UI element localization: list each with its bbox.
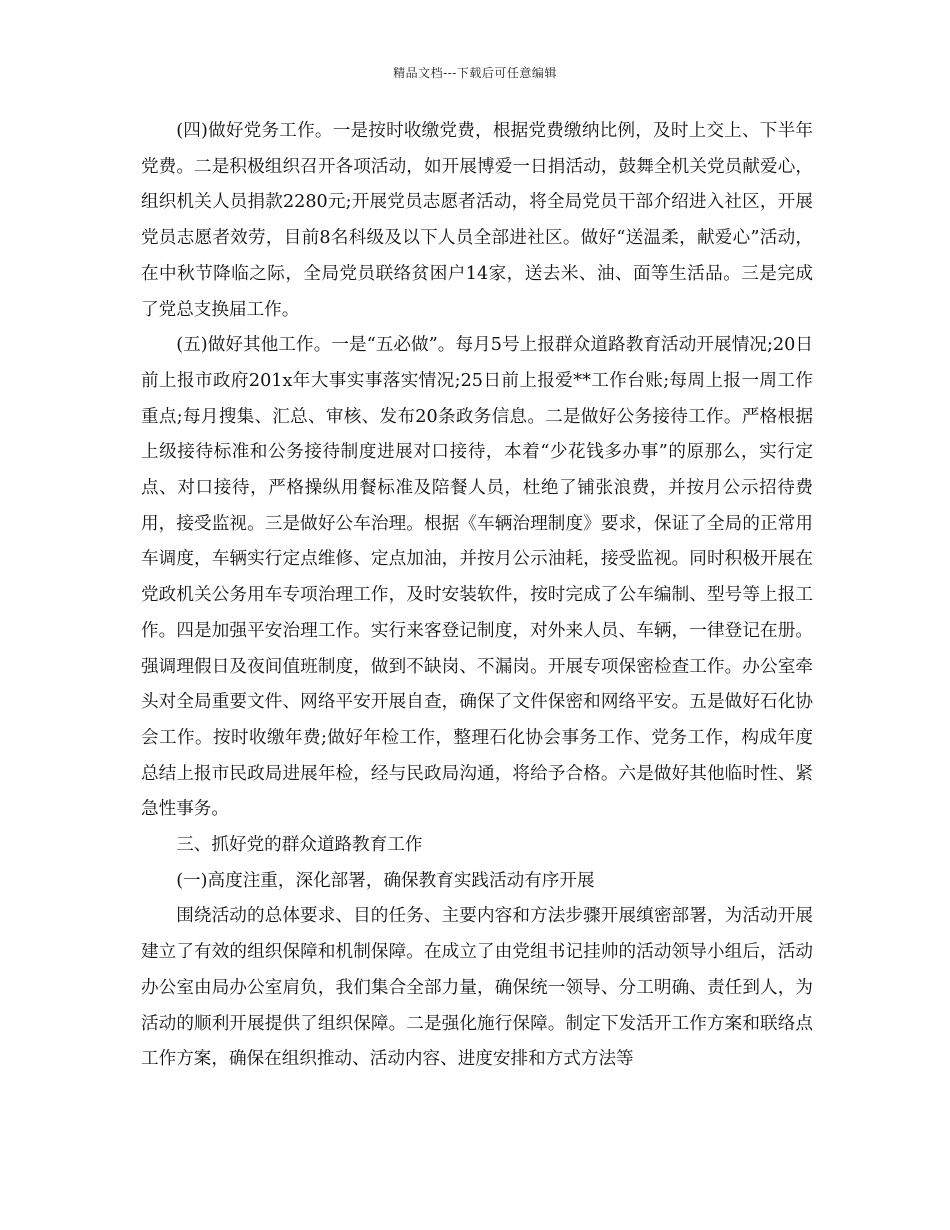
- page-header: 精品文档---下载后可任意编辑: [393, 66, 557, 80]
- paragraph-other-work: (五)做好其他工作。一是“五必做”。每月5号上报群众道路教育活动开展情况;20日前上报市政府201x年大事实事落实情况;25日前上报爱**工作台账;每周上报一周工作重点;每月搜集、汇总、审核、发布20条政务信息。二是做好公务接待工作。严格根据上级接待标准和公务接待制度进展对口接待，本着“少花钱多办事”的原那么，实行定点、对口接待，严格操纵用餐标准及陪餐人员，杜绝了铺张浪费，并按月公示招待费用，接受监视。三是做好公车治理。根据《车辆治理制度》要求，保证了全局的正常用车调度，车辆实行定点维修、定点加油，并按月公示油耗，接受监视。同时积极开展在党政机关公务用车专项治理工作，及时安装软件，按时完成了公车编制、型号等上报工作。四是加强平安治理工作。实行来客登记制度，对外来人员、车辆，一律登记在册。强调理假日及夜间值班制度，做到不缺岗、不漏岗。开展专项保密检查工作。办公室牵头对全局重要文件、网络平安开展自查，确保了文件保密和网络平安。五是做好石化协会工作。按时收缴年费;做好年检工作，整理石化协会事务工作、党务工作，构成年度总结上报市民政局进展年检，经与民政局沟通，将给予合格。六是做好其他临时性、紧急性事务。: [141, 335, 813, 820]
- paragraph-party-affairs: (四)做好党务工作。一是按时收缴党费，根据党费缴纳比例，及时上交上、下半年党费。二是积极组织召开各项活动，如开展博爱一日捐活动，鼓舞全机关党员献爱心，组织机关人员捐款2280元;开展党员志愿者活动，将全局党员干部介绍进入社区，开展党员志愿者效劳，目前8名科级及以下人员全部进社区。做好“送温柔，献爱心”活动，在中秋节降临之际，全局党员联络贫困户14家，送去米、油、面等生活品。三是完成了党总支换届工作。: [141, 121, 813, 320]
- subsection-heading-deployment: (一)高度注重，深化部署，确保教育实践活动有序开展: [176, 870, 595, 891]
- document-body: [141, 114, 813, 1078]
- section-heading-mass-line-education: 三、抓好党的群众道路教育工作: [176, 835, 423, 856]
- paragraph-deployment-details: 围绕活动的总体要求、目的任务、主要内容和方法步骤开展缜密部署，为活动开展建立了有效的组织保障和机制保障。在成立了由党组书记挂帅的活动领导小组后，活动办公室由局办公室肩负，我们集合全部力量，确保统一领导、分工明确、责任到人，为活动的顺利开展提供了组织保障。二是强化施行保障。制定下发活开工作方案和联络点工作方案，确保在组织推动、活动内容、进度安排和方式方法等: [141, 906, 813, 1070]
